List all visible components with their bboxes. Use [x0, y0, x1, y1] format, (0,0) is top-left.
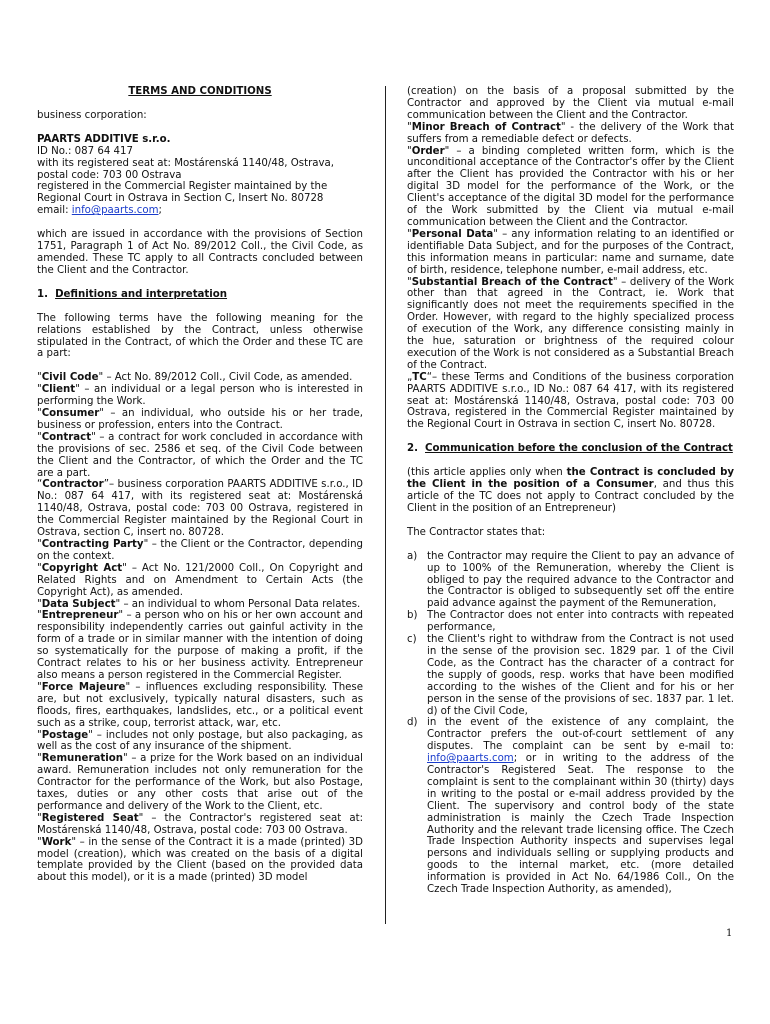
list-label: d) [407, 717, 418, 729]
column-divider [385, 86, 386, 924]
definition-term: Personal Data [411, 228, 494, 240]
definition-term: Client [41, 384, 76, 396]
section-1-number: 1. [37, 288, 48, 300]
list-text: The Contractor does not enter into contracts with repeated performance, [427, 610, 734, 634]
document-title: TERMS AND CONDITIONS [128, 86, 272, 97]
definition-item: "Client" – an individual or a legal person who is interested in performing the Work. [37, 384, 363, 408]
definition-item: "Consumer" – an individual, who outside his or her trade, business or profession, enters into the Contract. [37, 408, 363, 431]
section-2-heading [407, 443, 734, 455]
definition-term: Copyright Act [41, 562, 123, 574]
definition-term: Force Majeure [41, 681, 126, 693]
list-label: c) [407, 634, 417, 646]
seat-line: with its registered seat at: Mostárenská 1140/48, Ostrava, [37, 157, 335, 169]
definition-item: "Contract" – a contract for work concluded in accordance with the provisions of sec. 2586 et seq. of the Civil Code between the Client and the Contractor, of which the Order and the TC are a part. [37, 431, 363, 479]
section-2-title: Communication before the conclusion of the Contract [425, 443, 733, 455]
left-column [37, 86, 363, 884]
definition-term: Contractor [42, 479, 104, 491]
section-2-number: 2. [407, 443, 418, 455]
intro-line: business corporation: [37, 109, 147, 121]
section-1-heading [37, 289, 363, 301]
definition-term: Consumer [41, 408, 100, 420]
list-text: in the event of the existence of any complaint, the Contractor prefers the out-of-court settlement of any disputes. The complaint can be sent by e-mail to: info@paarts.com; or in writing to the address of the Contractor's Registered Seat. The response to the complaint is sent to the complainant within 30 (thirty) days in writing to the postal or e-mail address provided by the Client. The supervisory and control body of the state administration is mainly the Czech Trade Inspection Authority and the relevant trade licensing office. The Czech Trade Inspection Authority inspects and supervises legal persons and individuals selling or supplying products and goods to the internal market, etc. (more detailed information is provided in Act No. 64/1986 Coll., On the Czech Trade Inspection Authority, as amended), [427, 717, 734, 896]
definition-item: "Copyright Act" – Act No. 121/2000 Coll., On Copyright and Related Rights and on Amendment to Certain Acts (the Copyright Act), as amended. [37, 562, 363, 598]
definition-item: “Contractor”– business corporation PAARTS ADDITIVE s.r.o., ID No.: 087 64 417, with its registered seat at: Mostárenská 1140/48, Ostrava, postal code: 703 00 Ostrava, registered in the Commercial Register maintained by the Regional Court in Ostrava, section C, insert no. 80728. [37, 479, 363, 539]
list-label: a) [407, 550, 418, 562]
work-definition-continued: (creation) on the basis of a proposal submitted by the Contractor and approved by the Client via mutual e-mail communication between the Client and the Contractor. [407, 86, 734, 121]
definition-item: "Civil Code" – Act No. 89/2012 Coll., Civil Code, as amended. [37, 372, 353, 384]
definitions-list [407, 122, 734, 432]
definition-term: Substantial Breach of the Contract [411, 276, 613, 288]
definition-term: Contract [41, 431, 92, 443]
postal-line: postal code: 703 00 Ostrava [37, 169, 182, 181]
email-suffix: ; [158, 205, 162, 217]
list-label: b) [407, 610, 418, 622]
contractor-states: The Contractor states that: [407, 526, 546, 538]
definition-term: Remuneration [41, 753, 123, 765]
section-1-title: Definitions and interpretation [55, 288, 228, 300]
right-column [407, 86, 734, 896]
definitions-list [37, 372, 363, 884]
list-text: the Contractor may require the Client to pay an advance of up to 100% of the Remuneration, whereby the Client is obliged to pay the required advance to the Contractor and the Contractor is obliged to subsequently set off the entire paid advance against the payment of the Remuneration, [427, 550, 734, 610]
definition-item: "Minor Breach of Contract" - the delivery of the Work that suffers from a remediable defect or defects. [407, 121, 735, 145]
definition-term: Civil Code [41, 372, 99, 384]
consumer-emphasis: the Contract is concluded by the Client in the position of a Consumer [407, 467, 734, 491]
register-line: registered in the Commercial Register maintained by the [37, 181, 328, 193]
list-item [407, 634, 734, 717]
definition-item: "Substantial Breach of the Contract" – delivery of the Work other than that agreed in the Contract, ie. Work that significantly does not meet the requirements specified in the Order. However, with regard to the highly specialized process of execution of the Work, any difference consisting mainly in the hue, saturation or brightness of the required colour execution of the Work is not considered as a Substantial Breach of the Contract. [407, 276, 735, 371]
definition-term: Postage [41, 729, 89, 741]
definition-term: Entrepreneur [41, 610, 119, 622]
definition-item: "Order" – a binding completed written form, which is the unconditional acceptance of the Contractor's offer by the Client after the Client has provided the Contractor with his or her digital 3D model for the performance of the Work, or the Client's acceptance of the digital 3D model for the performance of the Work submitted by the Client via mutual e-mail communication between the Client and the Contractor. [407, 145, 734, 228]
definition-item: "Data Subject" – an individual to whom Personal Data relates. [37, 598, 361, 610]
email-link[interactable]: info@paarts.com [71, 205, 159, 217]
definition-item: "Entrepreneur" – a person who on his or her own account and responsibility independently carries out gainful activity in the form of a trade or in similar manner with the intention of doing so systematically for the purpose of making a profit, if the Contract relates to his or her business activity. Entrepreneur also means a person registered in the Commercial Register. [37, 610, 363, 681]
definition-term: Registered Seat [41, 812, 139, 824]
definition-term: TC [412, 371, 427, 383]
definition-item: "Contracting Party" – the Client or the Contractor, depending on the context. [37, 539, 364, 562]
email-link[interactable]: info@paarts.com [427, 753, 514, 765]
section-2-scope: (this article applies only when the Contract is concluded by the Client in the position of a Consumer, and thus this article of the TC does not apply to Contract concluded by the Client in the position of an Entrepreneur) [407, 467, 734, 514]
company-name: PAARTS ADDITIVE s.r.o. [37, 133, 171, 145]
register-line: Regional Court in Ostrava in Section C, Insert No. 80728 [37, 193, 324, 205]
definition-item: "Postage" – includes not only postage, but also packaging, as well as the cost of any insurance of the shipment. [37, 729, 363, 753]
list-item [407, 551, 734, 611]
definition-item: "Force Majeure" – influences excluding responsibility. These are, but not exclusively, typically natural disasters, such as floods, fires, earthquakes, landslides, etc., or a political event such as a strike, coup, terrorist attack, war, etc. [37, 681, 364, 729]
definition-term: Data Subject [41, 598, 116, 610]
definition-term: Order [411, 145, 445, 157]
page-number: 1 [726, 928, 733, 939]
issued-paragraph: which are issued in accordance with the provisions of Section 1751, Paragraph 1 of Act No. 89/2012 Coll., the Civil Code, as amended. These TC apply to all Contracts concluded between the Client and the Contractor. [37, 229, 363, 276]
list-text: the Client's right to withdraw from the Contract is not used in the sense of the provision sec. 1829 par. 1 of the Civil Code, as the Contract has the character of a contract for the supply of goods, resp. works that have been modified according to the wishes of the Client and for his or her person in the sense of the provisions of sec. 1837 par. 1 let. d) of the Civil Code, [427, 634, 734, 717]
list-item [407, 717, 734, 896]
definition-term: Work [41, 836, 72, 848]
email-line [37, 205, 363, 217]
definition-term: Minor Breach of Contract [411, 121, 561, 133]
definition-item: "Personal Data" – any information relating to an identified or identifiable Data Subject, and for the purposes of the Contract, this information means in particular: name and surname, date of birth, residence, telephone number, e-mail address, etc. [407, 228, 734, 276]
definition-item: "Work" – in the sense of the Contract it is a made (printed) 3D model (creation), which was created on the basis of a digital template provided by the Client (based on the provided data about this model), or it is a made (printed) 3D model [37, 836, 363, 884]
definition-item: „TC“– these Terms and Conditions of the business corporation PAARTS ADDITIVE s.r.o., ID No.: 087 64 417, with its registered seat at: Mostárenská 1140/48, Ostrava, postal code: 703 00 Ostrava, registered in the Commercial Register maintained by the Regional Court in Ostrava in section C, insert No. 80728. [407, 371, 734, 431]
email-label: email: [37, 205, 72, 217]
definition-item: "Registered Seat" – the Contractor's registered seat at: Mostárenská 1140/48, Ostrava, postal code: 703 00 Ostrava. [37, 812, 363, 836]
section-1-intro: The following terms have the following meaning for the relations established by the Contract, unless otherwise stipulated in the Contract, of which the Order and these TC are a part: [37, 312, 363, 360]
definition-item: "Remuneration" – a prize for the Work based on an individual award. Remuneration includes not only remuneration for the Contractor for the performance of the Work, but also Postage, taxes, duties or any other costs that arise out of the performance and delivery of the Work to the Client, etc. [37, 753, 363, 812]
company-id: ID No.: 087 64 417 [37, 145, 134, 157]
list-item [407, 610, 734, 634]
definition-term: Contracting Party [41, 539, 144, 550]
